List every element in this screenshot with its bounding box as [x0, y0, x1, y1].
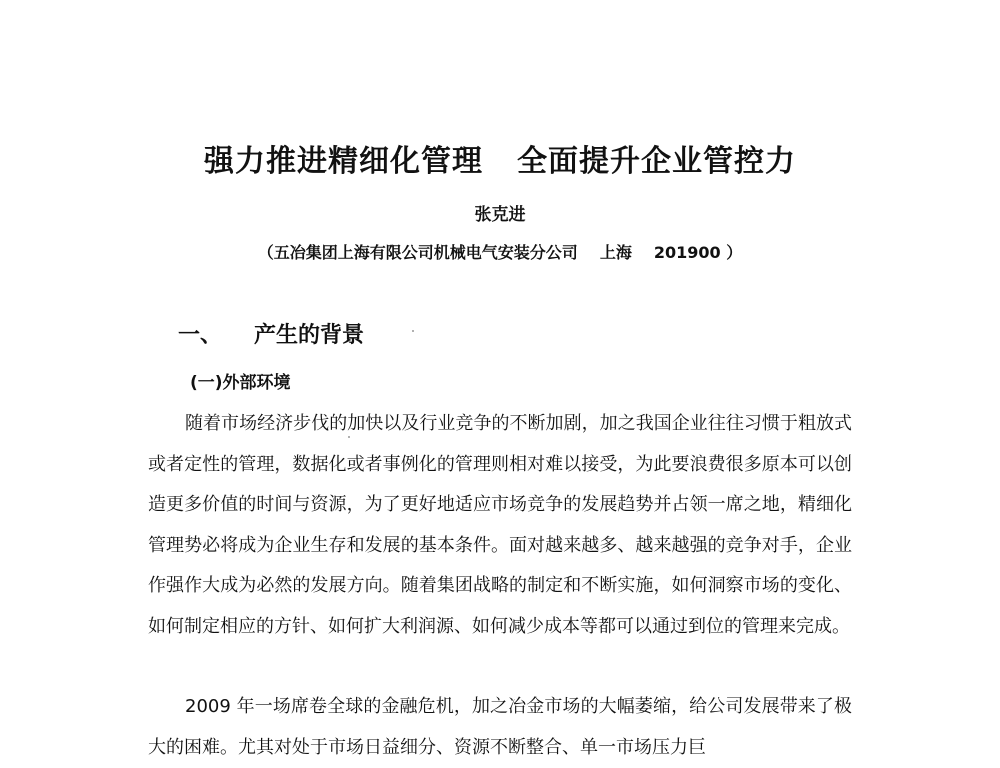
- page-title: [0, 136, 1000, 180]
- title-part-2: 全面提升企业管控力: [517, 144, 796, 179]
- section-title: 产生的背景: [254, 323, 365, 348]
- subsection-heading: (一)外部环境: [190, 373, 291, 393]
- affiliation-city: 上海: [599, 243, 632, 262]
- author-affiliation: [0, 240, 1000, 263]
- body-paragraph-2: 2009 年一场席卷全球的金融危机，加之冶金市场的大幅萎缩，给公司发展带来了极大的困难。尤其对处于市场日益细分、资源不断整合、单一市场压力巨: [148, 696, 852, 758]
- affiliation-postcode: 201900 ）: [653, 243, 743, 262]
- author-name: 张克进: [474, 205, 526, 225]
- section-number: 一、: [178, 323, 223, 348]
- section-heading: [178, 318, 364, 349]
- title-part-1: 强力推进精细化管理: [204, 144, 483, 179]
- scan-speck: [412, 330, 414, 332]
- scan-speck: [348, 436, 350, 438]
- body-paragraph-1: 随着市场经济步伐的加快以及行业竞争的不断加剧，加之我国企业往往习惯于粗放式或者定性的管理，数据化或者事例化的管理则相对难以接受，为此要浪费很多原本可以创造更多价值的时间与资源，为了更好地适应市场竞争的发展趋势并占领一席之地，精细化管理势必将成为企业生存和发展的基本条件。面对越来越多、越来越强的竞争对手，企业作强作大成为必然的发展方向。随着集团战略的制定和不断实施，如何洞察市场的变化、如何制定相应的方针、如何扩大利润源、如何减少成本等都可以通过到位的管理来完成。: [148, 413, 852, 637]
- affiliation-organization: （五冶集团上海有限公司机械电气安装分公司: [257, 243, 578, 262]
